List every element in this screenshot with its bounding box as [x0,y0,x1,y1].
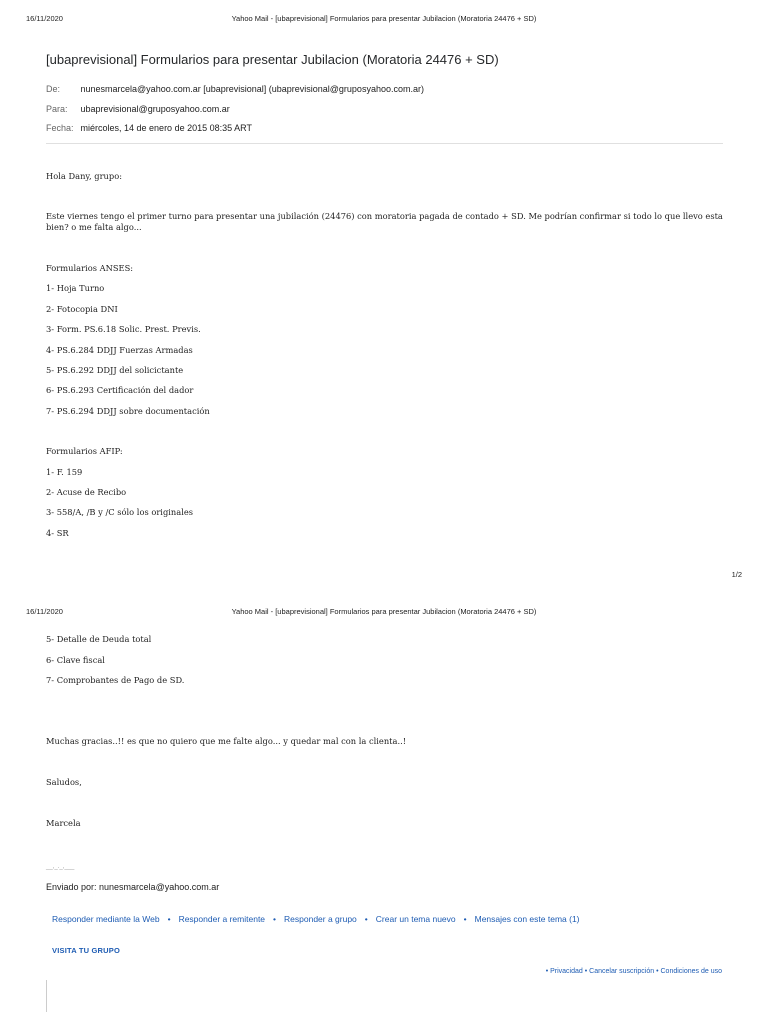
unsubscribe-link[interactable]: Cancelar suscripción [589,968,655,975]
link-separator: • [167,914,171,924]
anses-title: Formularios ANSES: [46,263,134,273]
date-value: miércoles, 14 de enero de 2015 08:35 ART [80,123,252,133]
list-item: 3- Form. PS.6.18 Solic. Prest. Previs. [46,324,201,334]
to-label: Para: [46,104,68,114]
from-value[interactable]: nunesmarcela@yahoo.com.ar [ubaprevisional] (ubaprevisional@gruposyahoo.com.ar) [80,84,424,94]
print-header-page1 [0,14,768,28]
print-date: 16/11/2020 [26,607,63,616]
to-value[interactable]: ubaprevisional@gruposyahoo.com.ar [80,104,230,114]
terms-link[interactable]: Condiciones de uso [660,968,722,975]
regards: Saludos, [46,777,82,787]
header-divider [46,143,723,144]
link-separator: • [463,914,467,924]
new-topic-link[interactable]: Crear un tema nuevo [375,914,456,924]
reply-sender-link[interactable]: Responder a remitente [178,914,266,924]
intro-paragraph: Este viernes tengo el primer turno para presentar una jubilación (24476) con moratoria pagada de contado + SD. Me podrían confirmar si todo lo que llevo esta bien? o me falta algo... [46,211,723,232]
from-label: De: [46,84,61,94]
list-item: 7- Comprobantes de Pago de SD. [46,675,185,685]
list-item: 1- F. 159 [46,467,83,477]
greeting: Hola Dany, grupo: [46,171,122,181]
from-row [46,84,424,94]
print-title: Yahoo Mail - [ubaprevisional] Formularios para presentar Jubilacion (Moratoria 24476 + SD) [231,607,537,616]
list-item: 3- 558/A, /B y /C sólo los originales [46,507,194,517]
reply-group-link[interactable]: Responder a grupo [284,914,357,924]
sent-by: Enviado por: nunesmarcela@yahoo.com.ar [46,882,220,892]
separator: __,_._,___ [46,864,75,870]
link-separator: • [364,914,368,924]
list-item: 6- PS.6.293 Certificación del dador [46,385,194,395]
list-item: 4- PS.6.284 DDJJ Fuerzas Armadas [46,345,193,355]
thanks-paragraph: Muchas gracias..!! es que no quiero que me falte algo... y quedar mal con la clienta..! [46,736,407,746]
link-separator: • [273,914,277,924]
print-date: 16/11/2020 [26,14,63,23]
footer-links [546,968,722,975]
afip-title: Formularios AFIP: [46,446,123,456]
visit-group-link[interactable]: VISITA TU GRUPO [52,946,121,955]
list-item: 4- SR [46,528,69,538]
quote-bar [46,980,47,1012]
date-label: Fecha: [46,123,74,133]
list-item: 5- Detalle de Deuda total [46,634,152,644]
topic-messages-link[interactable]: Mensajes con este tema (1) [474,914,580,924]
list-item: 6- Clave fiscal [46,655,105,665]
list-item: 7- PS.6.294 DDJJ sobre documentación [46,406,210,416]
print-title: Yahoo Mail - [ubaprevisional] Formularios para presentar Jubilacion (Moratoria 24476 + SD) [231,14,537,23]
page-number: 1/2 [731,570,742,579]
list-item: 1- Hoja Turno [46,283,105,293]
link-separator: • [584,968,590,975]
link-separator: • [545,968,551,975]
list-item: 2- Fotocopia DNI [46,304,118,314]
list-item: 2- Acuse de Recibo [46,487,127,497]
date-row [46,123,252,133]
list-item: 5- PS.6.292 DDJJ del solicictante [46,365,184,375]
reply-web-link[interactable]: Responder mediante la Web [52,914,160,924]
print-header-page2 [0,607,768,621]
signature-name: Marcela [46,818,81,828]
email-subject: [ubaprevisional] Formularios para presentar Jubilacion (Moratoria 24476 + SD) [46,52,499,67]
to-row [46,104,230,114]
link-separator: • [656,968,661,975]
group-links [52,914,580,924]
privacy-link[interactable]: Privacidad [550,968,583,975]
